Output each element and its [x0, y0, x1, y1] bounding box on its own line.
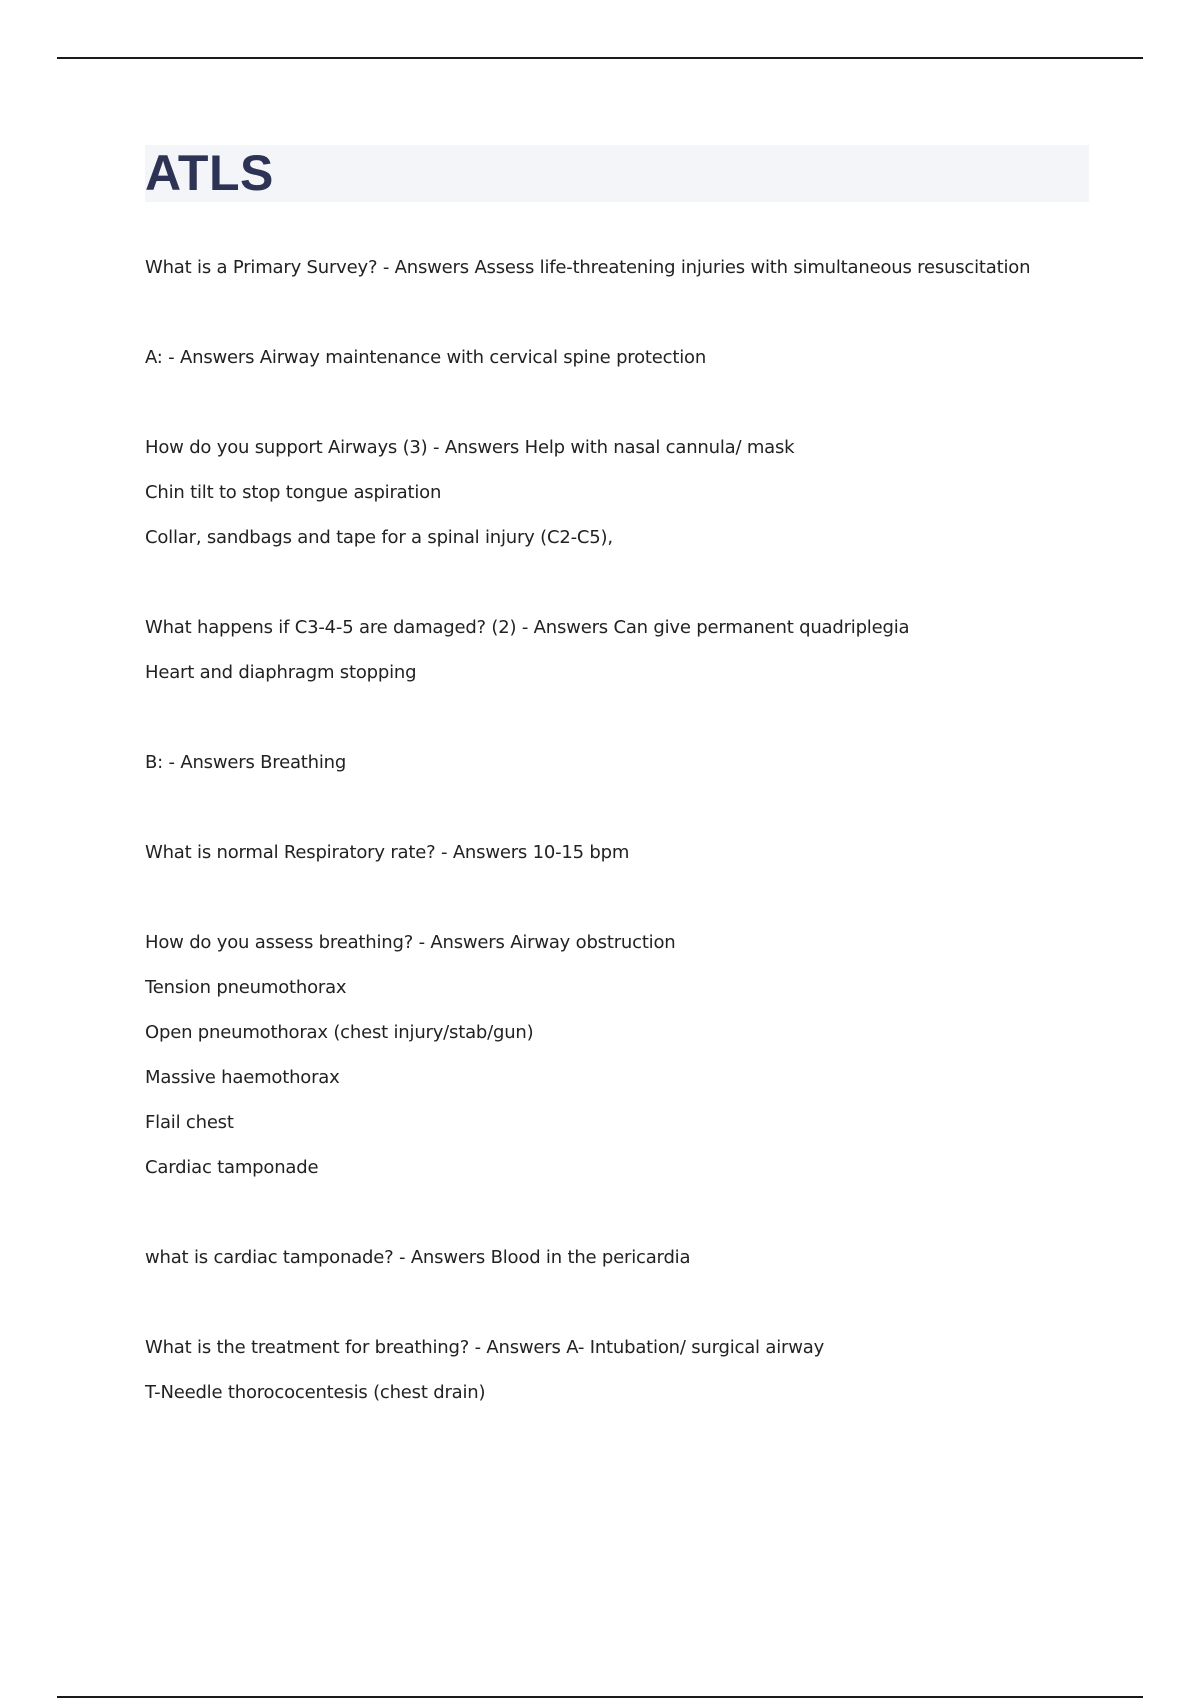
entry-line: Flail chest [145, 1112, 234, 1133]
entry-line: What is normal Respiratory rate? - Answers 10-15 bpm [145, 842, 630, 863]
title-band [145, 145, 1089, 202]
qa-entry [145, 245, 1095, 290]
qa-entry [145, 605, 1095, 695]
entry-line: How do you assess breathing? - Answers Airway obstruction [145, 932, 676, 953]
document-body [145, 245, 1095, 1460]
entry-line: Open pneumothorax (chest injury/stab/gun) [145, 1022, 534, 1043]
qa-entry [145, 920, 1095, 1190]
entry-line: What happens if C3-4-5 are damaged? (2) - Answers Can give permanent quadriplegia [145, 617, 910, 638]
qa-entry [145, 1325, 1095, 1415]
entry-line: Cardiac tamponade [145, 1157, 319, 1178]
entry-line: What is the treatment for breathing? - Answers A- Intubation/ surgical airway [145, 1337, 825, 1358]
qa-entry [145, 740, 1095, 785]
qa-entry [145, 425, 1095, 560]
entry-line: what is cardiac tamponade? - Answers Blood in the pericardia [145, 1247, 691, 1268]
entry-line: How do you support Airways (3) - Answers Help with nasal cannula/ mask [145, 437, 795, 458]
entry-line: What is a Primary Survey? - Answers Assess life-threatening injuries with simultaneous resuscitation [145, 257, 1031, 278]
entry-line: T-Needle thorococentesis (chest drain) [145, 1382, 486, 1403]
entry-line: B: - Answers Breathing [145, 752, 347, 773]
qa-entry [145, 1235, 1095, 1280]
qa-entry [145, 335, 1095, 380]
entry-line: Chin tilt to stop tongue aspiration [145, 482, 442, 503]
entry-line: Tension pneumothorax [145, 977, 347, 998]
entry-line: Collar, sandbags and tape for a spinal injury (C2-C5), [145, 527, 613, 548]
entry-line: Heart and diaphragm stopping [145, 662, 417, 683]
footer-rule [57, 1696, 1143, 1698]
header-rule [57, 57, 1143, 59]
entry-line: A: - Answers Airway maintenance with cervical spine protection [145, 347, 707, 368]
entry-line: Massive haemothorax [145, 1067, 340, 1088]
page-title: ATLS [145, 145, 274, 201]
qa-entry [145, 830, 1095, 875]
